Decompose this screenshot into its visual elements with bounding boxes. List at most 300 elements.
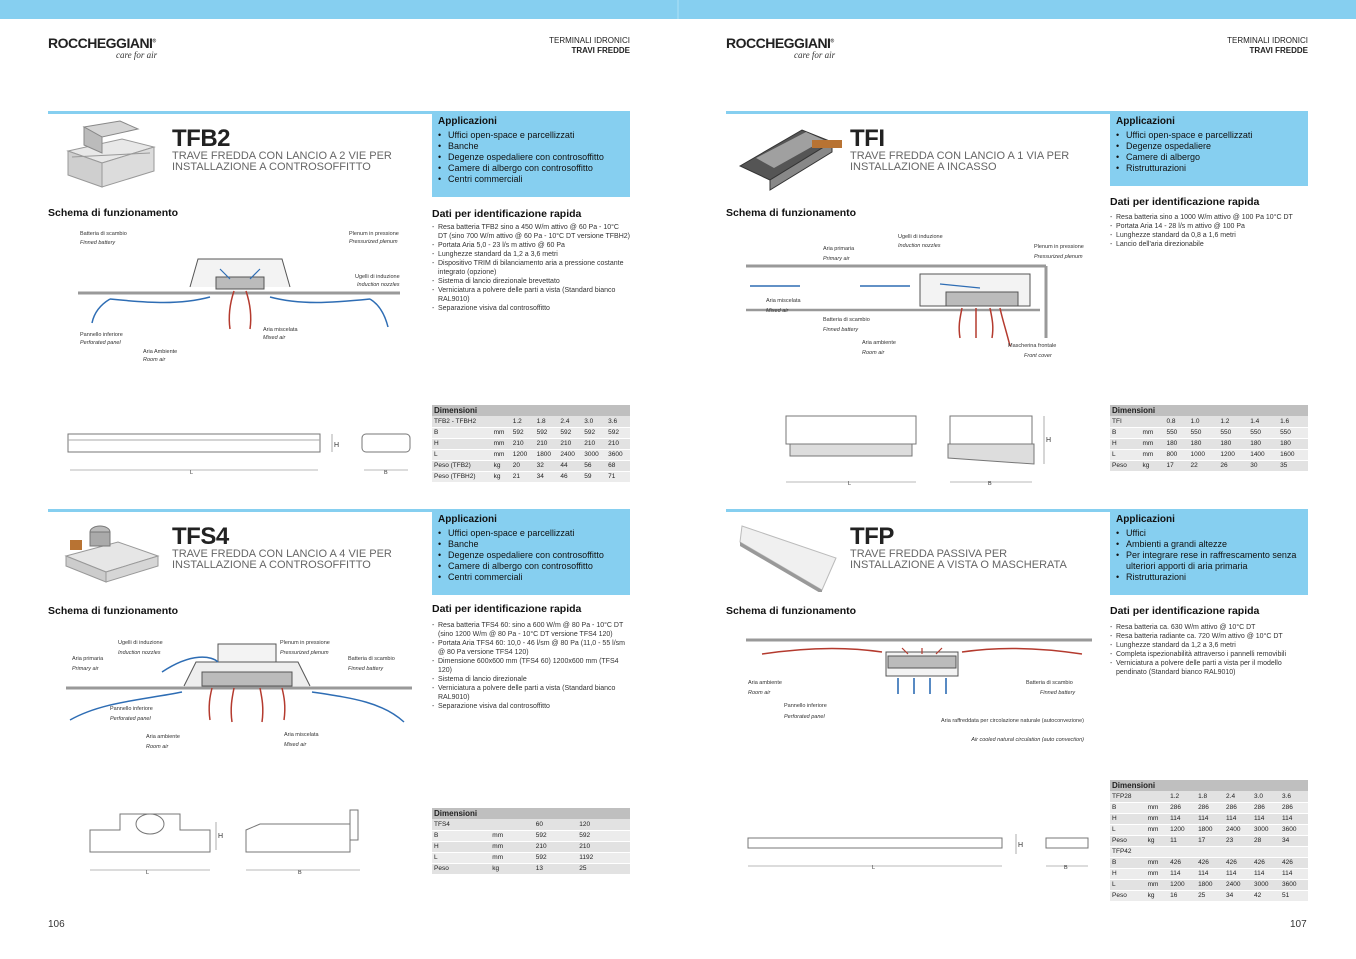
table-cell: 180	[1248, 438, 1278, 449]
table-cell: 1200	[511, 449, 535, 460]
tfi-apps-item: • Camere di albergo	[1116, 152, 1302, 163]
tfs4-apps-item: • Degenze ospedaliere con controsoffitto	[438, 550, 624, 561]
table-row	[1110, 824, 1308, 835]
tfb2-dati-list	[432, 223, 630, 313]
svg-text:Pannello inferiore: Pannello inferiore	[784, 703, 827, 709]
table-cell: mm	[492, 449, 511, 460]
table-header-cell: 1.0	[1188, 416, 1218, 427]
table-cell: 592	[534, 830, 578, 841]
table-cell: 21	[511, 471, 535, 482]
svg-text:Pressurized plenum: Pressurized plenum	[349, 239, 398, 245]
table-header-cell: 3.0	[1252, 791, 1280, 802]
table-cell: 286	[1196, 802, 1224, 813]
svg-text:Induction nozzles: Induction nozzles	[357, 282, 400, 288]
table-cell: L	[1110, 824, 1146, 835]
table-cell: 114	[1196, 813, 1224, 824]
table-row	[1110, 449, 1308, 460]
table-cell: 210	[511, 438, 535, 449]
svg-text:L: L	[872, 865, 876, 871]
svg-text:Ugelli di induzione: Ugelli di induzione	[898, 234, 943, 240]
table-row	[1110, 460, 1308, 471]
svg-text:H: H	[1018, 842, 1024, 849]
tfb2-dati-item: - Portata Aria 5,0 - 23 l/s m attivo @ 60 Pa	[432, 241, 630, 250]
table-row	[432, 830, 630, 841]
table-row	[1110, 857, 1308, 868]
table-cell: Peso (TFB2)	[432, 460, 492, 471]
tfb2-dati-item: - Sistema di lancio direzionale brevettato	[432, 277, 630, 286]
svg-text:Batteria di scambio: Batteria di scambio	[1026, 680, 1073, 686]
table-cell: H	[432, 438, 492, 449]
svg-text:Room air: Room air	[146, 744, 169, 750]
svg-text:Mixed air: Mixed air	[284, 742, 307, 748]
tfb2-room-air-arrow	[229, 291, 234, 329]
svg-text:H: H	[334, 442, 340, 449]
table-cell: B	[432, 427, 492, 438]
svg-text:Plenum in pressione: Plenum in pressione	[280, 640, 330, 646]
table-header-cell: 1.8	[535, 416, 559, 427]
svg-text:Finned battery: Finned battery	[1040, 690, 1076, 696]
table-header-cell: 1.2	[1168, 791, 1196, 802]
tfi-dimensions-drawing	[780, 408, 1070, 488]
page-number-left: 106	[48, 919, 65, 930]
tfb2-dimensions-drawing	[62, 420, 422, 482]
table-header-cell: 3.6	[1280, 791, 1308, 802]
page-fold	[677, 0, 679, 19]
table-row	[1110, 813, 1308, 824]
table-cell: 114	[1280, 813, 1308, 824]
table-row	[1110, 438, 1308, 449]
table-cell: 56	[582, 460, 606, 471]
table-cell: mm	[490, 852, 533, 863]
svg-text:B: B	[298, 870, 302, 876]
table-cell: L	[1110, 449, 1140, 460]
table-cell: kg	[492, 471, 511, 482]
table-cell: 1400	[1248, 449, 1278, 460]
table-cell: 114	[1252, 868, 1280, 879]
svg-text:Induction nozzles: Induction nozzles	[898, 243, 941, 249]
table-cell: 426	[1224, 857, 1252, 868]
svg-text:Room air: Room air	[143, 357, 166, 363]
table-row	[1110, 846, 1308, 857]
table-row	[432, 438, 630, 449]
table-row	[432, 427, 630, 438]
table-cell: 210	[577, 841, 630, 852]
tfb2-dimensions-table	[432, 405, 630, 483]
table-cell: kg	[1140, 460, 1164, 471]
tfb2-dati-item: - Lunghezze standard da 1,2 a 3,6 metri	[432, 250, 630, 259]
table-cell: 68	[606, 460, 630, 471]
tfi-dati-item: - Resa batteria sino a 1000 W/m attivo @ 100 Pa 10°C DT	[1110, 213, 1308, 222]
table-cell: 25	[1196, 890, 1224, 901]
tfp-apps-item: • Ambienti a grandi altezze	[1116, 539, 1302, 550]
table-header-cell: TFI	[1110, 416, 1140, 427]
tfb2-apps-item: • Banche	[438, 141, 624, 152]
table-cell: 286	[1280, 802, 1308, 813]
table-row	[432, 449, 630, 460]
svg-text:Aria miscelata: Aria miscelata	[766, 298, 801, 304]
table-cell: mm	[1146, 802, 1168, 813]
table-cell: 1800	[535, 449, 559, 460]
tfp-apps-item: • Uffici	[1116, 528, 1302, 539]
svg-text:Aria ambiente: Aria ambiente	[748, 680, 782, 686]
tfs4-dati-item: - Verniciatura a polvere delle parti a vista (Standard bianco RAL9010)	[432, 684, 630, 702]
table-cell: 114	[1252, 813, 1280, 824]
table-cell: 22	[1188, 460, 1218, 471]
table-cell: TFP42	[1110, 846, 1146, 857]
table-header-cell	[1146, 791, 1168, 802]
svg-text:Primary air: Primary air	[823, 256, 850, 262]
brand-logo-left: ROCCHEGGIANI® care for air	[48, 35, 158, 60]
table-cell: 592	[535, 427, 559, 438]
table-cell: 592	[577, 830, 630, 841]
table-header-cell: 1.8	[1196, 791, 1224, 802]
svg-text:Aria primaria: Aria primaria	[72, 656, 104, 662]
table-cell: 550	[1164, 427, 1188, 438]
table-cell: 51	[1280, 890, 1308, 901]
table-cell: Peso	[1110, 890, 1146, 901]
table-cell: 210	[582, 438, 606, 449]
tfi-apps-item: • Degenze ospedaliere	[1116, 141, 1302, 152]
table-cell: mm	[1140, 438, 1164, 449]
table-cell: 1800	[1196, 824, 1224, 835]
svg-text:Batteria di scambio: Batteria di scambio	[823, 317, 870, 323]
table-cell: 426	[1196, 857, 1224, 868]
svg-text:Mixed air: Mixed air	[766, 308, 789, 314]
table-cell: mm	[492, 438, 511, 449]
tfb2-dati-item: - Verniciatura a polvere delle parti a vista (Standard bianco RAL9010)	[432, 286, 630, 304]
tfs4-applications-box: Applicazioni • Uffici open-space e parcellizzati • Banche • Degenze ospedaliere con controsoffitto • Camere di albergo con controsoffitto • Centri commerciali	[432, 509, 630, 595]
tfb2-product-image	[62, 117, 158, 191]
table-cell: 210	[558, 438, 582, 449]
table-header-cell: 3.6	[606, 416, 630, 427]
table-cell: L	[432, 449, 492, 460]
table-header-cell: 1.6	[1278, 416, 1308, 427]
table-cell: mm	[1146, 824, 1168, 835]
tfs4-subtitle: TRAVE FREDDA CON LANCIO A 4 VIE PER INSTALLAZIONE A CONTROSOFFITTO	[172, 548, 392, 571]
tfi-dim-title: Dimensioni	[1110, 405, 1308, 416]
svg-text:Pressurized plenum: Pressurized plenum	[1034, 254, 1083, 260]
svg-text:B: B	[1064, 865, 1068, 871]
table-cell: 550	[1218, 427, 1248, 438]
table-header-cell: 120	[577, 819, 630, 830]
tfb2-arrow-left	[110, 297, 210, 303]
tfp-dati-item: - Resa batteria ca. 630 W/m attivo @ 10°C DT	[1110, 623, 1308, 632]
table-cell: 11	[1168, 835, 1196, 846]
table-cell: 32	[535, 460, 559, 471]
svg-text:Perforated panel: Perforated panel	[110, 716, 151, 722]
table-cell: H	[1110, 813, 1146, 824]
table-header-cell: 2.4	[558, 416, 582, 427]
svg-text:Plenum in pressione: Plenum in pressione	[1034, 244, 1084, 250]
tfp-dati-item: - Verniciatura a polvere delle parti a vista per il modello pendinato (Standard bianco RAL9010)	[1110, 659, 1308, 677]
svg-text:Mixed air: Mixed air	[263, 335, 286, 341]
tfs4-apps-item: • Centri commerciali	[438, 572, 624, 583]
tfi-dimensions-table	[1110, 405, 1308, 472]
svg-text:Primary air: Primary air	[72, 666, 99, 672]
table-cell: B	[1110, 427, 1140, 438]
table-header-cell: 60	[534, 819, 578, 830]
category-right: TERMINALI IDRONICI TRAVI FREDDE	[1227, 36, 1308, 55]
table-cell: kg	[1146, 890, 1168, 901]
table-row	[432, 863, 630, 874]
tfs4-product-image	[62, 516, 162, 590]
table-cell: 28	[1252, 835, 1280, 846]
tfp-applications-list	[1116, 528, 1302, 583]
table-cell: 1800	[1196, 879, 1224, 890]
svg-text:Ugelli di induzione: Ugelli di induzione	[118, 640, 163, 646]
table-cell: 46	[558, 471, 582, 482]
tfi-dati-item: - Lunghezze standard da 0,8 a 1,6 metri	[1110, 231, 1308, 240]
tfs4-apps-item: • Uffici open-space e parcellizzati	[438, 528, 624, 539]
tfp-header-line	[726, 509, 1116, 512]
table-cell: B	[1110, 857, 1146, 868]
table-cell: 17	[1164, 460, 1188, 471]
table-cell: mm	[1146, 879, 1168, 890]
tfs4-dimensions-table	[432, 808, 630, 875]
table-cell: 114	[1224, 868, 1252, 879]
tfs4-battery	[202, 672, 292, 686]
tfb2-battery	[216, 277, 264, 289]
tfb2-dim-title: Dimensioni	[432, 405, 630, 416]
table-cell: 180	[1188, 438, 1218, 449]
table-header-cell: TFS4	[432, 819, 490, 830]
table-cell: 210	[606, 438, 630, 449]
table-cell: 35	[1278, 460, 1308, 471]
table-cell: 210	[534, 841, 578, 852]
tfb2-header-line	[48, 111, 438, 114]
table-cell: Peso	[1110, 835, 1146, 846]
tfp-product-image	[736, 518, 846, 592]
table-row	[432, 841, 630, 852]
table-row	[432, 852, 630, 863]
table-cell: mm	[1146, 857, 1168, 868]
tfp-diagram	[742, 630, 1097, 755]
svg-text:L: L	[146, 870, 150, 876]
table-cell: 3000	[1252, 879, 1280, 890]
svg-text:B: B	[988, 481, 992, 487]
svg-text:Aria miscelata: Aria miscelata	[263, 327, 298, 333]
tfi-product-image	[736, 122, 848, 192]
tfp-dati-title: Dati per identificazione rapida	[1110, 605, 1260, 617]
tfs4-apps-item: • Camere di albergo con controsoffitto	[438, 561, 624, 572]
table-cell: 210	[535, 438, 559, 449]
tfs4-title: TFS4	[172, 523, 229, 550]
tfs4-schema-title: Schema di funzionamento	[48, 605, 179, 617]
tfb2-applications-list	[438, 130, 624, 185]
table-cell: mm	[1140, 449, 1164, 460]
table-row	[1110, 802, 1308, 813]
tfi-dati-title: Dati per identificazione rapida	[1110, 196, 1260, 208]
table-cell: H	[1110, 868, 1146, 879]
table-row	[1110, 879, 1308, 890]
table-cell: 3600	[1280, 824, 1308, 835]
table-header-cell	[1140, 416, 1164, 427]
tfi-battery	[946, 292, 1018, 306]
table-cell: 800	[1164, 449, 1188, 460]
tfp-subtitle: TRAVE FREDDA PASSIVA PER INSTALLAZIONE A VISTA O MASCHERATA	[850, 548, 1067, 571]
table-row	[1110, 835, 1308, 846]
table-cell: 71	[606, 471, 630, 482]
tfs4-header-line	[48, 509, 438, 512]
tfi-apps-item: • Uffici open-space e parcellizzati	[1116, 130, 1302, 141]
table-cell: 426	[1280, 857, 1308, 868]
table-cell: 20	[511, 460, 535, 471]
table-cell: 592	[606, 427, 630, 438]
svg-text:Batteria di scambio: Batteria di scambio	[348, 656, 395, 662]
table-cell: 42	[1252, 890, 1280, 901]
table-header-cell	[492, 416, 511, 427]
table-cell: 23	[1224, 835, 1252, 846]
table-cell: 1000	[1188, 449, 1218, 460]
table-cell: 550	[1188, 427, 1218, 438]
table-cell: mm	[1140, 427, 1164, 438]
tfb2-dati-item: - Dispositivo TRIM di bilanciamento aria a pressione costante integrato (opzione)	[432, 259, 630, 277]
svg-text:Room air: Room air	[748, 690, 771, 696]
brand-logo-right: ROCCHEGGIANI® care for air	[726, 35, 836, 60]
svg-text:Induction nozzles: Induction nozzles	[118, 650, 161, 656]
table-cell	[1146, 846, 1168, 857]
tfb2-dati-item: - Separazione visiva dal controsoffitto	[432, 304, 630, 313]
tfs4-dati-item: - Sistema di lancio direzionale	[432, 675, 630, 684]
table-cell: 59	[582, 471, 606, 482]
table-cell	[1196, 846, 1224, 857]
table-cell: Peso	[1110, 460, 1140, 471]
table-cell: 550	[1248, 427, 1278, 438]
table-cell: mm	[490, 841, 533, 852]
tfi-applications-box: Applicazioni • Uffici open-space e parcellizzati • Degenze ospedaliere • Camere di albergo • Ristrutturazioni	[1110, 111, 1308, 186]
table-cell: 286	[1252, 802, 1280, 813]
svg-text:Aria miscelata: Aria miscelata	[284, 732, 319, 738]
tfb2-apps-item: • Camere di albergo con controsoffitto	[438, 163, 624, 174]
table-cell: L	[432, 852, 490, 863]
tfp-dati-item: - Completa ispezionabilità attraverso i pannelli removibili	[1110, 650, 1308, 659]
table-cell: kg	[490, 863, 533, 874]
table-cell: 16	[1168, 890, 1196, 901]
tfp-dimensions-drawing	[742, 826, 1092, 876]
svg-text:Finned battery: Finned battery	[823, 327, 859, 333]
table-cell: 3600	[606, 449, 630, 460]
table-cell: 2400	[558, 449, 582, 460]
svg-text:Room air: Room air	[862, 350, 885, 356]
svg-text:L: L	[190, 470, 194, 476]
tfi-diagram	[740, 230, 1100, 360]
tfp-dati-item: - Lunghezze standard da 1,2 a 3,6 metri	[1110, 641, 1308, 650]
table-cell: H	[432, 841, 490, 852]
category-left: TERMINALI IDRONICI TRAVI FREDDE	[549, 36, 630, 55]
table-header-cell: 1.2	[511, 416, 535, 427]
table-header-cell: 2.4	[1224, 791, 1252, 802]
tfs4-dati-item: - Separazione visiva dal controsoffitto	[432, 702, 630, 711]
table-cell: B	[1110, 802, 1146, 813]
svg-text:Ugelli di induzione: Ugelli di induzione	[355, 274, 400, 280]
tfs4-diagram	[62, 632, 417, 757]
table-cell: 3000	[582, 449, 606, 460]
table-header-cell	[490, 819, 533, 830]
table-cell: 426	[1168, 857, 1196, 868]
svg-text:Aria raffreddata per circolazi: Aria raffreddata per circolazione naturale (autoconvezione)	[941, 718, 1084, 724]
svg-text:Batteria di scambio: Batteria di scambio	[80, 231, 127, 237]
svg-text:Finned battery: Finned battery	[348, 666, 384, 672]
table-cell: 1200	[1168, 879, 1196, 890]
table-cell: 30	[1248, 460, 1278, 471]
tfp-applications-box: Applicazioni • Uffici • Ambienti a grandi altezze • Per integrare rese in raffrescamento senza ulteriori apporti di aria primaria • Ristrutturazioni	[1110, 509, 1308, 595]
svg-text:Pannello inferiore: Pannello inferiore	[110, 706, 153, 712]
tfb2-dati-item: - Resa batteria TFB2 sino a 450 W/m attivo @ 60 Pa - 10°C DT (sino 700 W/m attivo @ 60 Pa - 10°C DT versione TFBH2)	[432, 223, 630, 241]
tfp-battery	[888, 656, 956, 668]
tfb2-apps-item: • Centri commerciali	[438, 174, 624, 185]
tfs4-dati-item: - Dimensione 600x600 mm (TFS4 60) 1200x600 mm (TFS4 120)	[432, 657, 630, 675]
tfs4-dati-item: - Portata Aria TFS4 60: 10,0 - 46 l/sm @ 80 Pa (11,0 - 55 l/sm @ 80 Pa versione TFS4 120)	[432, 639, 630, 657]
table-cell: 34	[535, 471, 559, 482]
svg-text:L: L	[848, 481, 852, 487]
tfi-subtitle: TRAVE FREDDA CON LANCIO A 1 VIA PER INSTALLAZIONE A INCASSO	[850, 150, 1070, 173]
table-header-cell: TFB2 - TFBH2	[432, 416, 492, 427]
table-cell: 180	[1164, 438, 1188, 449]
table-cell: 592	[558, 427, 582, 438]
table-cell: 2400	[1224, 824, 1252, 835]
tfp-apps-item: • Ristrutturazioni	[1116, 572, 1302, 583]
table-cell: 25	[577, 863, 630, 874]
table-cell: 34	[1280, 835, 1308, 846]
table-cell: mm	[492, 427, 511, 438]
tfs4-dimensions-drawing	[80, 800, 380, 878]
table-cell: 114	[1196, 868, 1224, 879]
table-cell: kg	[492, 460, 511, 471]
svg-text:Pannello inferiore: Pannello inferiore	[80, 332, 123, 338]
tfp-dati-list	[1110, 623, 1308, 677]
table-row	[432, 460, 630, 471]
table-cell: 180	[1278, 438, 1308, 449]
tfb2-subtitle: TRAVE FREDDA CON LANCIO A 2 VIE PER INSTALLAZIONE A CONTROSOFFITTO	[172, 150, 392, 173]
table-row	[1110, 427, 1308, 438]
svg-text:Aria ambiente: Aria ambiente	[146, 734, 180, 740]
table-cell: 114	[1168, 813, 1196, 824]
tfp-apps-item: • Per integrare rese in raffrescamento senza ulteriori apporti di aria primaria	[1116, 550, 1302, 572]
svg-text:Perforated panel: Perforated panel	[784, 714, 825, 720]
table-cell: 3000	[1252, 824, 1280, 835]
tfb2-arrow-right	[270, 297, 370, 303]
tfs4-apps-item: • Banche	[438, 539, 624, 550]
table-cell: 286	[1168, 802, 1196, 813]
tfb2-dati-title: Dati per identificazione rapida	[432, 208, 582, 220]
table-row	[1110, 890, 1308, 901]
tfi-header-line	[726, 111, 1116, 114]
tfi-applications-list	[1116, 130, 1302, 174]
table-cell: L	[1110, 879, 1146, 890]
svg-text:Aria Ambiente: Aria Ambiente	[143, 349, 178, 355]
svg-text:H: H	[1046, 437, 1052, 444]
table-cell: mm	[1146, 868, 1168, 879]
svg-text:Aria primaria: Aria primaria	[823, 246, 855, 252]
table-cell: 26	[1218, 460, 1248, 471]
table-cell: H	[1110, 438, 1140, 449]
svg-text:Front cover: Front cover	[1024, 353, 1052, 359]
svg-text:Air cooled natural circulation: Air cooled natural circulation (auto convection)	[971, 737, 1084, 743]
tfi-schema-title: Schema di funzionamento	[726, 207, 857, 219]
table-header-cell: TFP28	[1110, 791, 1146, 802]
svg-text:Plenum in pressione: Plenum in pressione	[349, 231, 399, 237]
table-row	[1110, 868, 1308, 879]
svg-text:Aria ambiente: Aria ambiente	[862, 340, 896, 346]
tfs4-dim-title: Dimensioni	[432, 808, 630, 819]
table-cell: 34	[1224, 890, 1252, 901]
table-cell: 44	[558, 460, 582, 471]
table-cell: 1200	[1168, 824, 1196, 835]
tfb2-title: TFB2	[172, 125, 230, 152]
tfp-dimensions-table	[1110, 780, 1308, 902]
tfi-apps-item: • Ristrutturazioni	[1116, 163, 1302, 174]
table-cell	[1280, 846, 1308, 857]
